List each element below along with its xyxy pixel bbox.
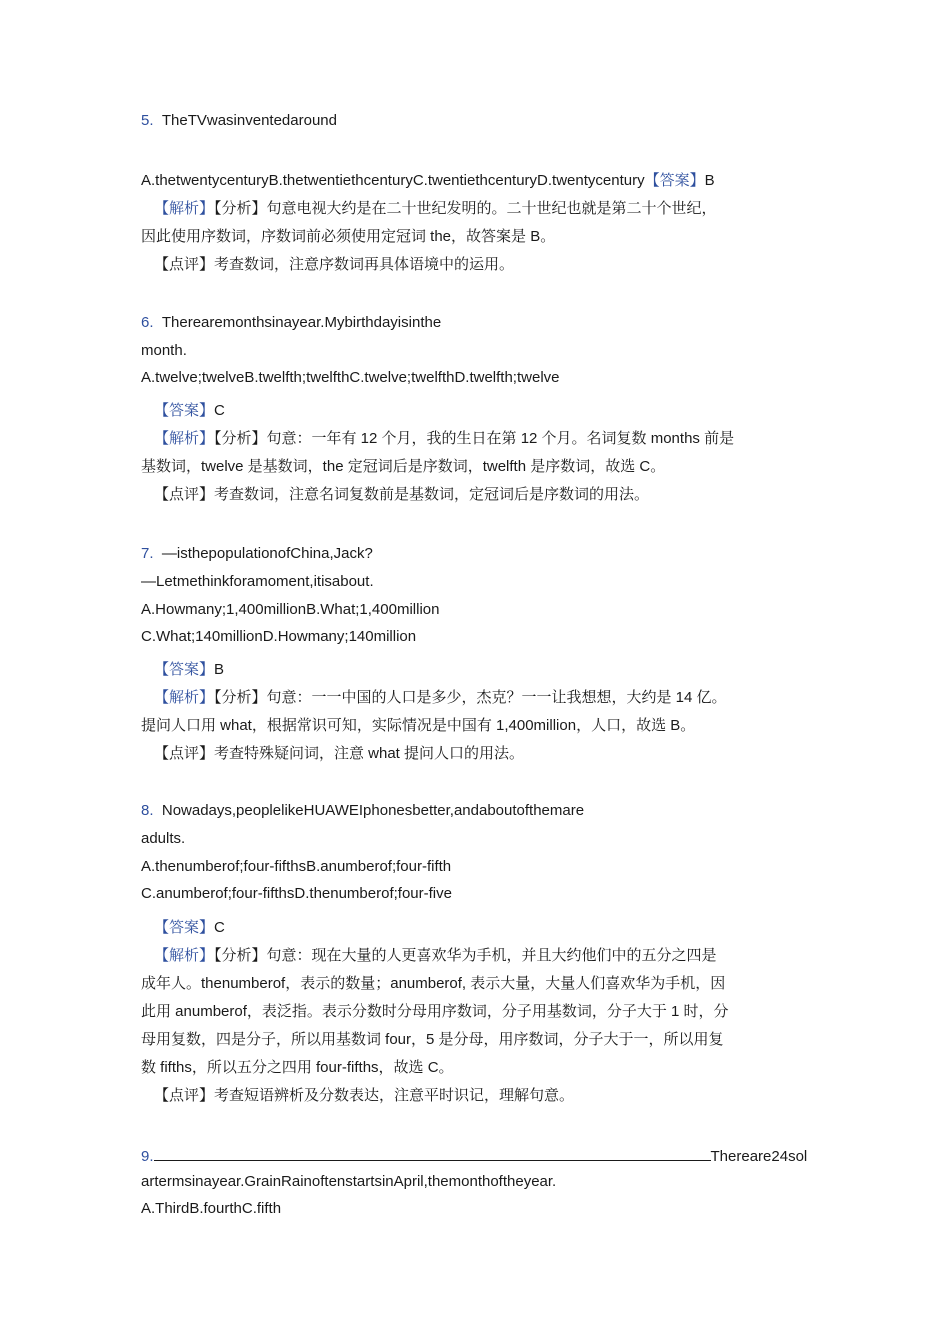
q5-stem <box>141 111 337 131</box>
q8-options-2: C.anumberof;four-fifthsD.thenumberof;four-five <box>141 885 452 902</box>
q7-stem-text-1: —isthepopulationofChina,Jack? <box>161 545 373 562</box>
q7-options-2: C.What;140millionD.Howmany;140million <box>141 628 417 645</box>
q8-stem-text-1: Nowadays,peoplelikeHUAWEIphonesbetter,andaboutofthemare <box>161 802 585 819</box>
q5-options-text: A.thetwentycenturyB.thetwentiethcenturyC.twentiethcenturyD.twentycentury <box>141 172 645 189</box>
q7-stem-1 <box>141 544 373 564</box>
q8-analysis-text-1: 【分析】句意：现在大量的人更喜欢华为手机，并且大约他们中的五分之四是 <box>214 947 717 964</box>
q8-stem-1 <box>141 801 584 821</box>
q6-answer-tag: 【答案】 <box>154 402 215 419</box>
q5-analysis-tag: 【解析】 <box>154 200 215 217</box>
q7-analysis-2: 提问人口用 what，根据常识可知，实际情况是中国有 1,400million，人口，故选 B。 <box>141 717 696 734</box>
q9-stem-2: artermsinayear.GrainRainoftenstartsinApril,themonthoftheyear. <box>141 1173 557 1190</box>
q8-answer: C <box>214 919 225 936</box>
q7-options-1: A.Howmany;1,400millionB.What;1,400million <box>141 601 440 618</box>
q5-stem-text: TheTVwasinventedaround <box>161 112 337 129</box>
q8-analysis-3: 此用 anumberof，表泛指。表示分数时分母用序数词，分子用基数词，分子大于 1 时，分 <box>141 1003 729 1020</box>
q7-analysis-text-1: 【分析】句意：一一中国的人口是多少，杰克？一一让我想想，大约是 14 亿。 <box>214 689 727 706</box>
q8-analysis-1 <box>154 946 717 966</box>
q5-options <box>141 171 715 191</box>
q6-options: A.twelve;twelveB.twelfth;twelfthC.twelve;twelfthD.twelfth;twelve <box>141 369 560 386</box>
q6-stem-text-1: Therearemonthsinayear.Mybirthdayisinthe <box>161 314 442 331</box>
q8-comment: 【点评】考查短语辨析及分数表达，注意平时识记，理解句意。 <box>154 1087 575 1104</box>
q7-number: 7. <box>141 545 154 562</box>
q9-stem-1 <box>141 1146 813 1166</box>
q9-options: A.ThirdB.fourthC.fifth <box>141 1200 282 1217</box>
q5-analysis-2: 因此使用序数词，序数词前必须使用定冠词 the，故答案是 B。 <box>141 228 556 245</box>
q7-answer: B <box>214 661 225 678</box>
q6-analysis-2: 基数词，twelve 是基数词，the 定冠词后是序数词，twelfth 是序数词，故选 C。 <box>141 458 666 475</box>
q6-analysis-text-1: 【分析】句意：一年有 12 个月，我的生日在第 12 个月。名词复数 months 前是 <box>214 430 735 447</box>
q6-answer-line <box>154 401 225 421</box>
q9-stem-tail: Thereare24sol <box>710 1148 808 1165</box>
q5-answer-tag: 【答案】 <box>644 172 705 189</box>
q8-analysis-tag: 【解析】 <box>154 947 215 964</box>
q8-answer-tag: 【答案】 <box>154 919 215 936</box>
q8-number: 8. <box>141 802 154 819</box>
q6-analysis-tag: 【解析】 <box>154 430 215 447</box>
q7-analysis-1 <box>154 688 727 708</box>
q6-stem-1 <box>141 313 441 333</box>
q8-analysis-2: 成年人。thenumberof，表示的数量；anumberof, 表示大量，大量人们喜欢华为手机，因 <box>141 975 726 992</box>
q7-answer-line <box>154 660 224 680</box>
q9-answer-blank <box>154 1146 711 1161</box>
q6-answer: C <box>214 402 225 419</box>
q6-number: 6. <box>141 314 154 331</box>
q7-stem-2: —Letmethinkforamoment,itisabout. <box>141 573 374 590</box>
q8-options-1: A.thenumberof;four-fifthsB.anumberof;four-fifth <box>141 858 452 875</box>
q8-stem-2: adults. <box>141 830 186 847</box>
q5-number: 5. <box>141 112 154 129</box>
q5-answer: B <box>704 172 715 189</box>
q5-analysis-1 <box>154 199 717 219</box>
q5-analysis-text-1: 【分析】句意电视大约是在二十世纪发明的。二十世纪也就是第二十个世纪， <box>214 200 717 217</box>
q8-answer-line <box>154 918 225 938</box>
q6-comment: 【点评】考查数词，注意名词复数前是基数词，定冠词后是序数词的用法。 <box>154 486 650 503</box>
q6-stem-2: month. <box>141 342 187 359</box>
q9-number: 9. <box>141 1148 154 1165</box>
q5-comment: 【点评】考查数词，注意序数词再具体语境中的运用。 <box>154 256 515 273</box>
q7-comment: 【点评】考查特殊疑问词，注意 what 提问人口的用法。 <box>154 745 525 762</box>
q8-analysis-5: 数 fifths，所以五分之四用 four-fifths，故选 C。 <box>141 1059 454 1076</box>
q8-analysis-4: 母用复数，四是分子，所以用基数词 four，5 是分母，用序数词，分子大于一，所以用复 <box>141 1031 724 1048</box>
q7-analysis-tag: 【解析】 <box>154 689 215 706</box>
q7-answer-tag: 【答案】 <box>154 661 215 678</box>
q6-analysis-1 <box>154 429 734 449</box>
